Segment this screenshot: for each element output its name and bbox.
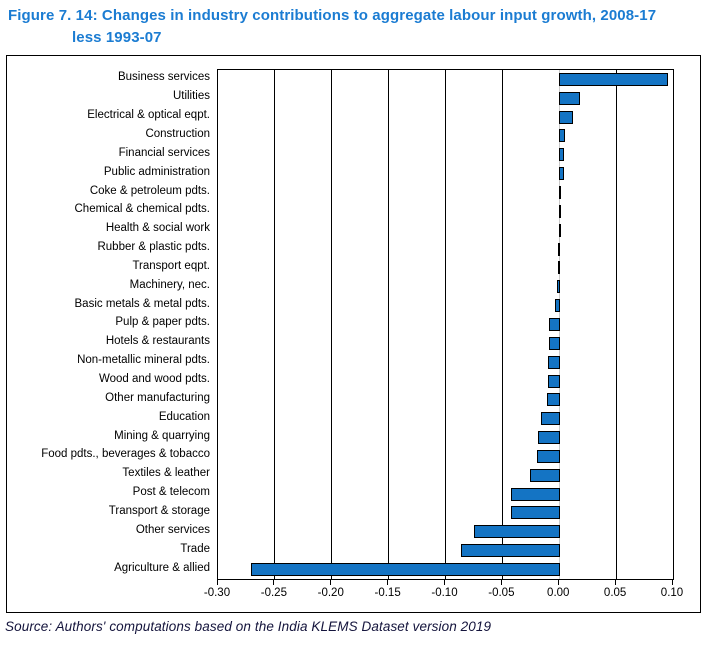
gridline — [331, 70, 332, 579]
bar — [548, 356, 560, 369]
category-label: Food pdts., beverages & tobacco — [41, 448, 210, 461]
x-tick-mark — [444, 580, 445, 585]
figure-title-line2: less 1993-07 — [72, 29, 162, 46]
category-label: Textiles & leather — [122, 467, 210, 480]
category-label: Pulp & paper pdts. — [115, 316, 210, 329]
category-label: Mining & quarrying — [114, 429, 210, 442]
x-tick-label: -0.10 — [431, 587, 458, 599]
category-label: Public administration — [103, 165, 210, 178]
x-tick-label: 0.00 — [547, 587, 570, 599]
category-label: Machinery, nec. — [129, 278, 210, 291]
category-label: Rubber & plastic pdts. — [97, 241, 210, 254]
category-label: Financial services — [118, 146, 210, 159]
x-tick-mark — [558, 580, 559, 585]
x-tick-mark — [217, 580, 218, 585]
bar — [541, 412, 560, 425]
category-label: Non-metallic mineral pdts. — [77, 354, 210, 367]
x-tick-label: -0.15 — [374, 587, 401, 599]
source-note: Source: Authors' computations based on the India KLEMS Dataset version 2019 — [5, 619, 492, 634]
gridline — [445, 70, 446, 579]
x-tick-label: 0.05 — [603, 587, 627, 599]
category-label: Utilities — [172, 90, 210, 103]
category-label: Agriculture & allied — [114, 561, 210, 574]
bar — [511, 488, 560, 501]
chart-frame — [6, 55, 701, 613]
gridline — [502, 70, 503, 579]
bar — [558, 243, 560, 256]
gridline — [388, 70, 389, 579]
bar — [461, 544, 560, 557]
category-label: Coke & petroleum pdts. — [89, 184, 210, 197]
bar — [559, 205, 561, 218]
category-label: Basic metals & metal pdts. — [74, 297, 210, 310]
category-label: Construction — [145, 127, 210, 140]
bar — [559, 73, 668, 86]
bar — [538, 431, 561, 444]
bar — [559, 186, 561, 199]
figure-title — [8, 5, 702, 49]
category-label: Transport eqpt. — [132, 259, 210, 272]
category-label: Wood and wood pdts. — [98, 373, 210, 385]
figure-title-line1: Figure 7. 14: Changes in industry contributions to aggregate labour input growth, 2008-17 — [8, 7, 657, 24]
bar — [537, 450, 561, 463]
plot-area — [217, 69, 674, 580]
x-tick-label: -0.20 — [317, 587, 344, 599]
bar — [559, 129, 565, 142]
category-label: Electrical & optical eqpt. — [87, 109, 210, 122]
category-label: Trade — [180, 542, 210, 555]
gridline — [616, 70, 617, 579]
bar — [559, 167, 563, 180]
bar — [558, 261, 560, 274]
category-label: Transport & storage — [108, 504, 210, 517]
bar — [530, 469, 561, 482]
category-axis — [7, 69, 210, 578]
category-label: Other manufacturing — [105, 391, 210, 404]
bar — [511, 506, 560, 519]
category-label: Post & telecom — [132, 486, 210, 499]
category-label: Education — [158, 410, 210, 423]
x-tick-mark — [330, 580, 331, 585]
category-label: Hotels & restaurants — [105, 335, 210, 348]
category-label: Other services — [135, 523, 210, 536]
x-tick-mark — [672, 580, 673, 585]
bar — [251, 563, 560, 576]
x-tick-label: 0.10 — [660, 587, 684, 599]
bar — [549, 337, 560, 350]
bar — [559, 92, 579, 105]
x-tick-label: -0.25 — [260, 587, 287, 599]
category-label: Chemical & chemical pdts. — [74, 203, 210, 216]
x-tick-label: -0.30 — [203, 587, 231, 599]
bar — [474, 525, 560, 538]
bar — [555, 299, 561, 312]
x-tick-mark — [501, 580, 502, 585]
bar — [559, 111, 573, 124]
x-tick-mark — [273, 580, 274, 585]
bar — [548, 375, 560, 388]
x-tick-mark — [387, 580, 388, 585]
category-label: Business services — [117, 71, 210, 84]
x-tick-label: -0.05 — [488, 587, 515, 599]
bar — [549, 318, 560, 331]
bar — [559, 148, 563, 161]
gridline — [274, 70, 275, 579]
category-label: Health & social work — [105, 222, 210, 235]
x-tick-mark — [615, 580, 616, 585]
bar — [547, 393, 561, 406]
bar — [557, 280, 560, 293]
bar — [559, 224, 561, 237]
